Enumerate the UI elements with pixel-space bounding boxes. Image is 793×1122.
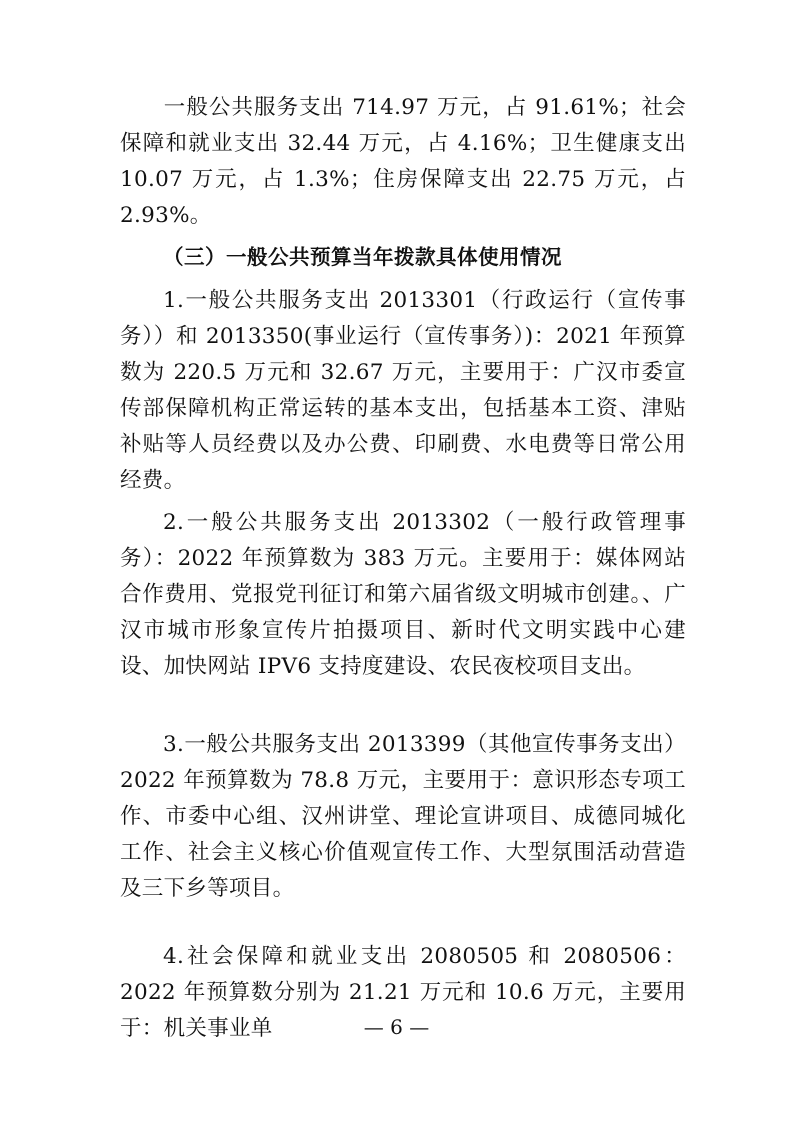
- paragraph-item-2: 2.一般公共服务支出 2013302（一般行政管理事务）：2022 年预算数为 383 万元。主要用于：媒体网站合作费用、党报党刊征订和第六届省级文明城市创建。、广汉市城市形象宣传片拍摄项目、新时代文明实践中心建设、加快网站 IPV6 支持度建设、农民夜校项目支出。: [120, 510, 686, 679]
- paragraph-item-1: 1.一般公共服务支出 2013301（行政运行（宣传事务））和 2013350(事业运行（宣传事务）)：2021 年预算数为 220.5 万元和 32.67 万元，主要用于：广汉市委宣传部保障机构正常运转的基本支出，包括基本工资、津贴补贴等人员经费以及办公费、印刷费、水电费等日常公用经费。: [120, 288, 686, 493]
- paragraph-item-3: 3.一般公共服务支出 2013399（其他宣传事务支出）2022 年预算数为 78.8 万元，主要用于：意识形态专项工作、市委中心组、汉州讲堂、理论宣讲项目、成德同城化工作、社会主义核心价值观宣传工作、大型氛围活动营造及三下乡等项目。: [120, 732, 686, 901]
- section-heading: （三）一般公共预算当年拨款具体使用情况: [163, 245, 562, 269]
- paragraph-expenditure-shares: 一般公共服务支出 714.97 万元，占 91.61%；社会保障和就业支出 32.44 万元，占 4.16%；卫生健康支出 10.07 万元，占 1.3%；住房保障支出 22.75 万元，占 2.93%。: [120, 95, 686, 228]
- paragraph-item-4: 4.社会保障和就业支出 2080505 和 2080506：2022 年预算数分别为 21.21 万元和 10.6 万元，主要用于：机关事业单: [120, 944, 686, 1041]
- page-number: — 6 —: [363, 1015, 430, 1039]
